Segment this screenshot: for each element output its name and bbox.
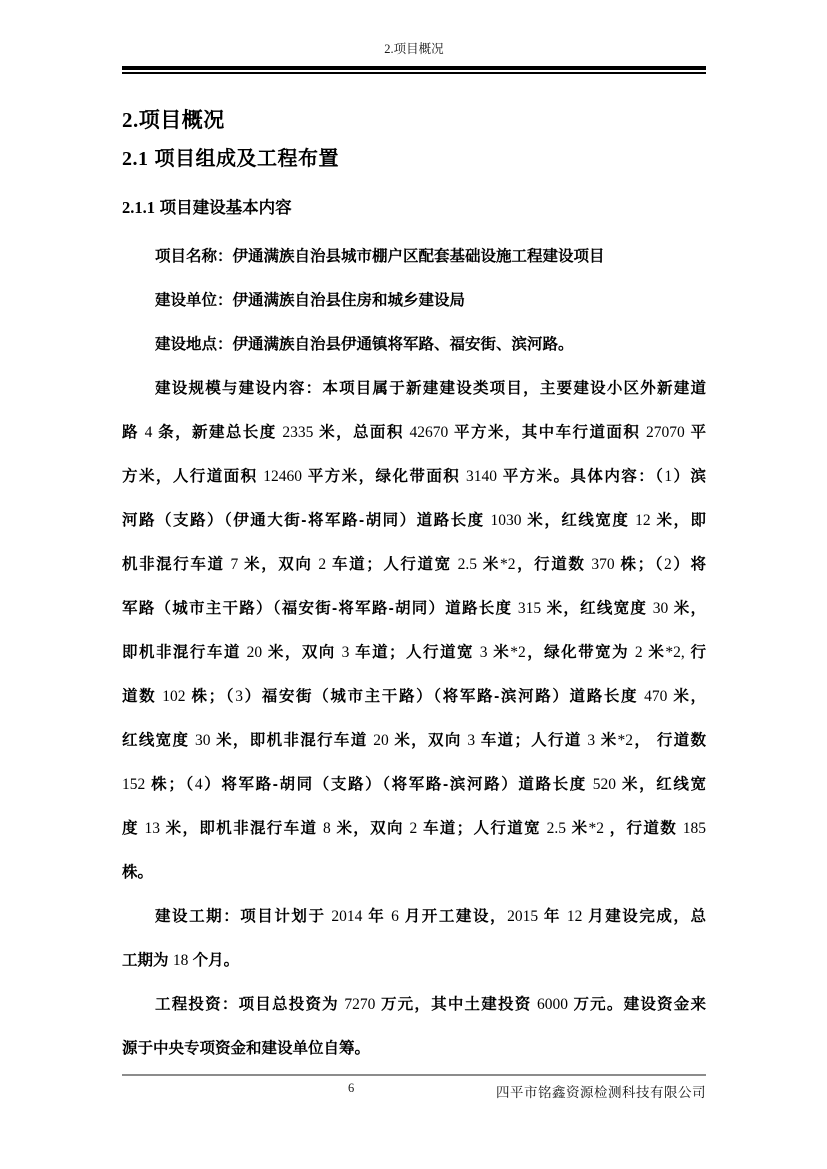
subsection-heading: 2.1.1 项目建设基本内容: [122, 198, 292, 217]
text-line: 红线宽度 30 米，即机非混行车道 20 米，双向 3 车道；人行道 3 米*2， 行道数: [122, 732, 706, 749]
text-line: 工期为 18 个月。: [122, 952, 240, 969]
text-line: 机非混行车道 7 米，双向 2 车道；人行道宽 2.5 米*2，行道数 370 株；（2）将: [122, 556, 706, 573]
footer-rule: [122, 1074, 706, 1076]
footer-company-name: 四平市铭鑫资源检测科技有限公司: [496, 1085, 706, 1100]
text-line: 建设工期：项目计划于 2014 年 6 月开工建设，2015 年 12 月建设完成，总: [155, 908, 706, 925]
footer-row: [122, 1081, 706, 1101]
paragraph: [122, 235, 706, 279]
text-line: 株。: [122, 864, 154, 881]
paragraph: [122, 983, 706, 1071]
text-line: 项目名称：伊通满族自治县城市棚户区配套基础设施工程建设项目: [155, 248, 605, 265]
text-line: 建设地点：伊通满族自治县伊通镇将军路、福安街、滨河路。: [155, 336, 574, 353]
paragraphs: [122, 235, 706, 1071]
page-number: 6: [348, 1081, 355, 1095]
text-line: 152 株；（4）将军路-胡同（支路）（将军路-滨河路）道路长度 520 米，红线宽: [122, 776, 706, 793]
paragraph: [122, 367, 706, 895]
text-line: 军路（城市主干路）（福安街-将军路-胡同）道路长度 315 米，红线宽度 30 米，: [122, 600, 706, 617]
text-line: 方米，人行道面积 12460 平方米，绿化带面积 3140 平方米。具体内容：（1）滨: [122, 468, 706, 485]
paragraph: [122, 323, 706, 367]
text-line: 工程投资：项目总投资为 7270 万元，其中土建投资 6000 万元。建设资金来: [155, 996, 706, 1013]
paragraph: [122, 279, 706, 323]
text-line: 道数 102 株；（3）福安街（城市主干路）（将军路-滨河路）道路长度 470 米，: [122, 688, 706, 705]
text-line: 建设单位：伊通满族自治县住房和城乡建设局: [155, 292, 466, 309]
section-heading: 2.1 项目组成及工程布置: [122, 148, 340, 170]
paragraph: [122, 895, 706, 983]
text-line: 路 4 条，新建总长度 2335 米，总面积 42670 平方米，其中车行道面积 27070 平: [122, 424, 706, 441]
text-line: 建设规模与建设内容：本项目属于新建建设类项目，主要建设小区外新建道: [155, 380, 706, 397]
running-header-title: 2.项目概况: [384, 42, 444, 56]
page-footer: [122, 1074, 706, 1101]
text-line: 河路（支路）（伊通大街-将军路-胡同）道路长度 1030 米，红线宽度 12 米，即: [122, 512, 706, 529]
text-line: 即机非混行车道 20 米，双向 3 车道；人行道宽 3 米*2，绿化带宽为 2 米*2, 行: [122, 644, 706, 661]
document-body: [122, 0, 706, 1071]
text-line: 源于中央专项资金和建设单位自筹。: [122, 1040, 371, 1057]
chapter-heading: 2.项目概况: [122, 108, 225, 132]
text-line: 度 13 米，即机非混行车道 8 米，双向 2 车道；人行道宽 2.5 米*2 ，行道数 185: [122, 820, 706, 837]
